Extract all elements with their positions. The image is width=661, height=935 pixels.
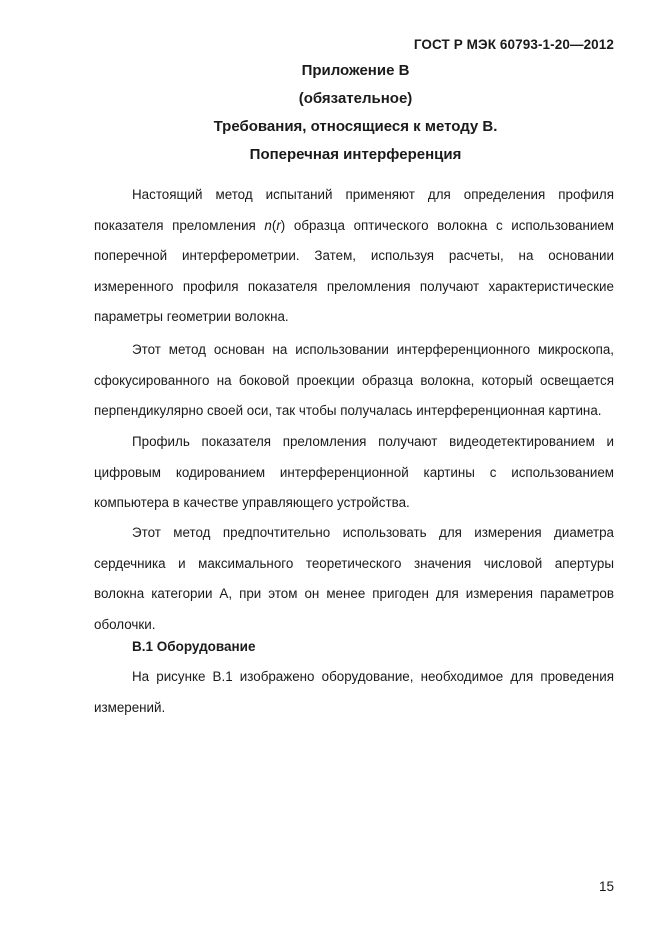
paragraph-1-part-b: образца оптического волокна с использованием поперечной интерферометрии. Затем, используя расчеты, на основании измеренного профиля показателя преломления получают характеристические параметры геометрии волокна. — [94, 217, 614, 324]
paragraph-3-text: Профиль показателя преломления получают видеодетектированием и цифровым кодированием интерференционной картины с использованием компьютера в качестве управляющего устройства. — [94, 434, 614, 510]
appendix-title: Приложение В — [301, 62, 410, 79]
section-heading: В.1 Оборудование — [132, 639, 256, 654]
paragraph-1 — [94, 180, 614, 333]
paren-open: ( — [271, 217, 277, 233]
appendix-heading-line1: Требования, относящиеся к методу В. — [213, 118, 498, 135]
paragraph-2-text: Этот метод основан на использовании интерференционного микроскопа, сфокусированного на боковой проекции образца волокна, который освещается перпендикулярно своей оси, так чтобы получалась интерференционная картина. — [94, 342, 614, 418]
paragraph-4-text: Этот метод предпочтительно использовать для измерения диаметра сердечника и максимального теоретического значения числовой апертуры волокна категории А, при этом он менее пригоден для измерения параметров оболочки. — [94, 525, 614, 632]
paragraph-4 — [94, 518, 614, 640]
paren-close: ) — [280, 217, 286, 233]
section-paragraph-text: На рисунке В.1 изображено оборудование, необходимое для проведения измерений. — [94, 669, 614, 715]
appendix-heading-line2: Поперечная интерференция — [249, 146, 462, 163]
symbol-r: r — [276, 217, 281, 233]
appendix-status: (обязательное) — [298, 90, 413, 107]
symbol-n: n — [264, 217, 272, 233]
standard-code: ГОСТ Р МЭК 60793-1-20—2012 — [413, 37, 614, 52]
paragraph-1-part-a: Настоящий метод испытаний применяют для определения профиля показателя преломления — [94, 187, 614, 233]
page-number: 15 — [598, 879, 614, 894]
paragraph-2 — [94, 335, 614, 427]
section-paragraph — [94, 662, 614, 723]
paragraph-3 — [94, 427, 614, 519]
